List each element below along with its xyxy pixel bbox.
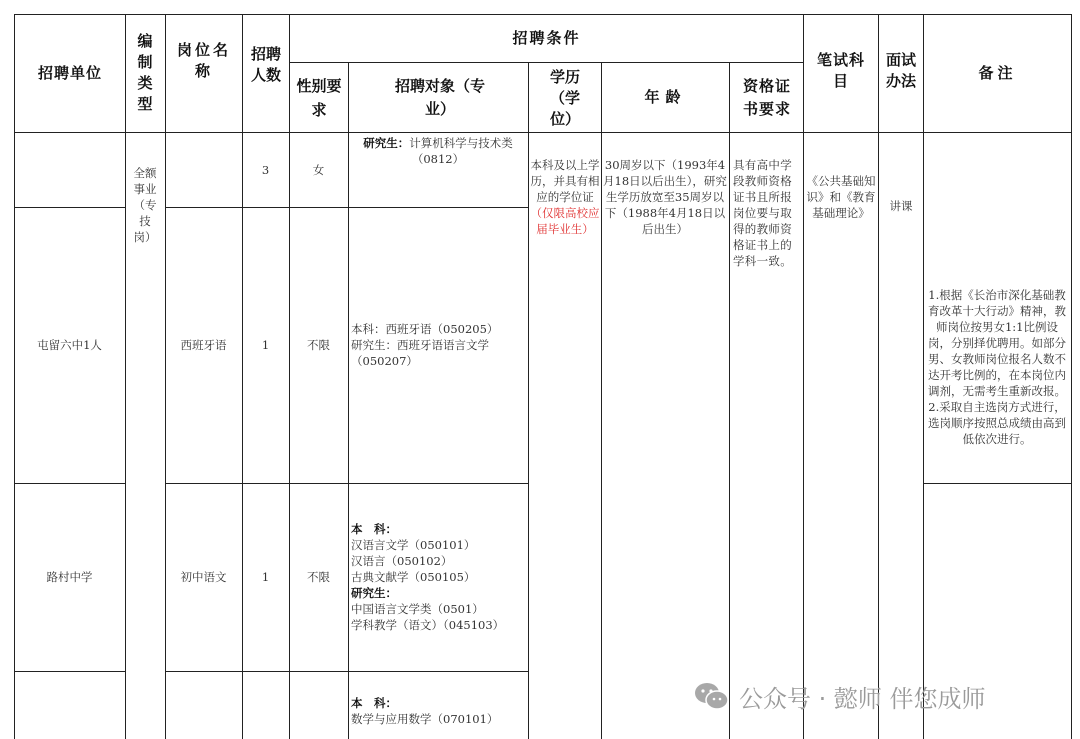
- table-row-0-count: 3: [261, 162, 270, 177]
- major-label: 研究生：: [363, 136, 410, 150]
- table-row-2-unit: 路村中学: [46, 570, 93, 584]
- age-requirement: 30周岁以下（1993年4月18日以后出生），研究生学历放宽至35周岁以下（1988年4月18日以后出生）: [603, 158, 727, 236]
- header-interview: 面试办法: [885, 51, 916, 90]
- undergrad-label: 本 科：: [351, 696, 397, 710]
- remarks-item-2: 2.采取自主选岗方式进行，选岗顺序按照总成绩由高到低依次进行。: [928, 400, 1066, 446]
- table-row-0-major: 研究生：计算机科学与技术类（0812）: [363, 136, 513, 166]
- table-row-1-gender: 不限: [307, 338, 330, 352]
- header-gender: 性别要求: [296, 77, 342, 119]
- remarks-note: [926, 287, 1068, 483]
- table-row-2-major: 本 科： 汉语言文学（050101） 汉语言（050102） 古典文献学（050105） 研究生： 中国语言文学类（0501） 学科教学（语文）（045103）: [351, 522, 505, 632]
- table-row-1-position: 西班牙语: [180, 338, 227, 352]
- header-conditions: 招聘条件: [512, 28, 581, 47]
- table-row-0-gender: 女: [312, 162, 325, 177]
- undergrad-label: 本 科：: [351, 522, 397, 536]
- table-row-2-position: 初中语文: [180, 570, 227, 584]
- table-row-1-count: 1: [261, 338, 270, 352]
- header-written: 笔试科目: [816, 51, 865, 90]
- header-certificate: 资格证书要求: [742, 77, 791, 118]
- header-remarks: 备注: [978, 63, 1017, 82]
- table-row-1-unit: 屯留六中1人: [37, 338, 102, 352]
- header-position: 岗位名称: [176, 41, 231, 80]
- education-note: （仅限高校应届毕业生）: [530, 206, 600, 236]
- watermark: [693, 679, 986, 713]
- certificate-requirement: 具有高中学段教师资格证书且所报岗位要与取得的教师资格证书上的学科一致。: [733, 158, 792, 268]
- header-age: 年龄: [644, 87, 687, 106]
- wechat-icon: [693, 682, 729, 710]
- interview-method: 讲课: [889, 199, 913, 213]
- table-row-0-unit: [14, 132, 125, 207]
- table-row-0-position: [165, 132, 242, 207]
- header-education: 学历（学位）: [549, 67, 580, 128]
- header-count: 招聘人数: [250, 45, 281, 84]
- staffing-type: 全额事业（专技岗）: [133, 166, 157, 244]
- header-type: 编制类型: [137, 32, 153, 113]
- table-row-2-count: 1: [261, 570, 270, 584]
- table-row-1-major: 本科：西班牙语（050205） 研究生：西班牙语语言文学（050207）: [351, 322, 499, 368]
- postgrad-label: 研究生：: [351, 586, 397, 600]
- header-major: 招聘对象（专业）: [395, 77, 486, 118]
- written-exam-subjects: 《公共基础知识》和《教育基础理论》: [806, 174, 876, 220]
- table-row-3-major: 本 科： 数学与应用数学（070101）: [351, 696, 499, 726]
- table-row-2-gender: 不限: [307, 570, 330, 584]
- remarks-item-1: 1.根据《长治市深化基础教育改革十大行动》精神，教师岗位按男女1:1比例设岗，分别择优聘用。如部分男、女教师岗位报名人数不达开考比例的，在本岗位内调剂，无需考生重新改报。: [928, 288, 1066, 398]
- watermark-text: 公众号 · 懿师 伴您成师: [739, 684, 986, 713]
- header-unit: 招聘单位: [37, 63, 102, 82]
- education-requirement: 本科及以上学历，并具有相应的学位证（仅限高校应届毕业生）: [530, 158, 600, 236]
